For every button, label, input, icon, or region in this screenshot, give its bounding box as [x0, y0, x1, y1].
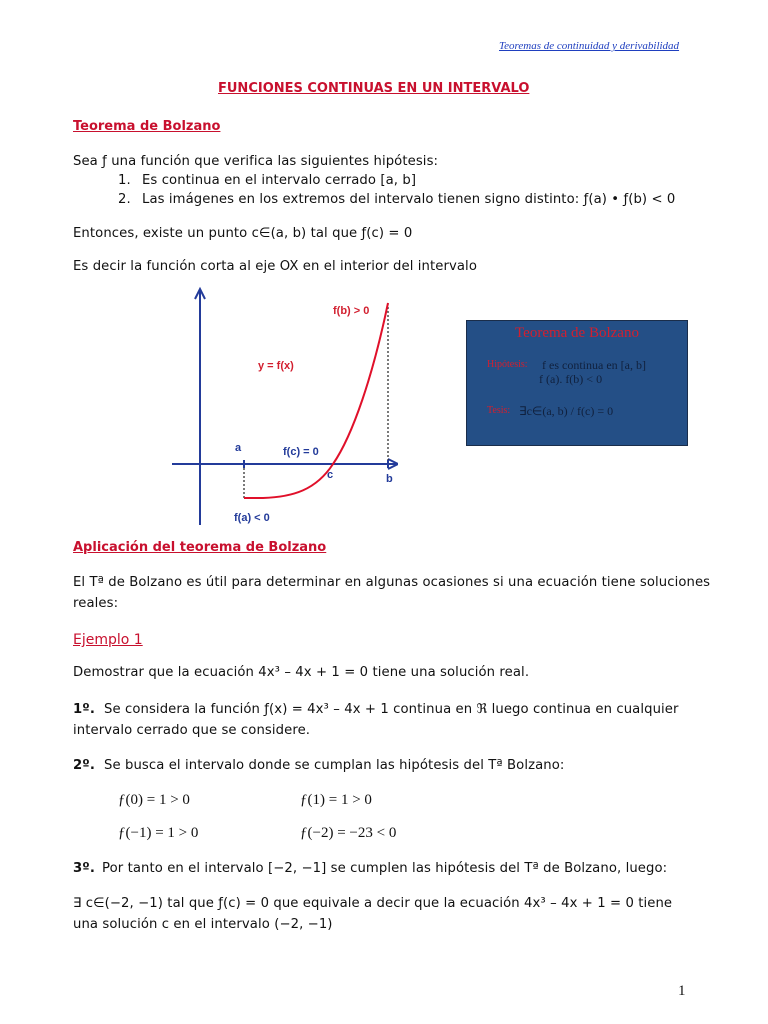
example-statement: Demostrar que la ecuación 4x³ – 4x + 1 = 0 tiene una solución real.: [73, 665, 530, 680]
label-curve: y = f(x): [258, 360, 294, 372]
step2-label: 2º.: [73, 758, 95, 773]
thesis-label: Tesis:: [487, 405, 511, 416]
value-f-minus2: ƒ(−2) = −23 < 0: [300, 825, 397, 841]
label-fb: f(b) > 0: [333, 305, 370, 317]
application-text-line-2: reales:: [73, 596, 119, 611]
bolzano-intro: Sea ƒ una función que verifica las siguientes hipótesis:: [73, 154, 439, 169]
summary-title: Teorema de Bolzano: [515, 325, 639, 341]
page-number: 1: [678, 983, 686, 999]
list-item-number: 2.: [118, 192, 131, 207]
hypothesis-text-1: f es continua en [a, b]: [542, 358, 646, 372]
page-title: FUNCIONES CONTINUAS EN UN INTERVALO: [218, 81, 530, 96]
application-heading: Aplicación del teorema de Bolzano: [73, 540, 327, 555]
example-heading: Ejemplo 1: [73, 632, 143, 648]
value-f0: ƒ(0) = 1 > 0: [118, 792, 190, 808]
running-header: Teoremas de continuidad y derivabilidad: [499, 40, 680, 52]
step3-label: 3º.: [73, 861, 95, 876]
value-f-minus1: ƒ(−1) = 1 > 0: [118, 825, 199, 841]
thesis-text: ∃c∈(a, b) / f(c) = 0: [519, 404, 614, 418]
label-b: b: [386, 473, 393, 485]
application-text-line-1: El Tª de Bolzano es útil para determinar en algunas ocasiones si una ecuación tiene soluciones: [73, 575, 711, 590]
hypothesis-label: Hipótesis:: [487, 359, 528, 370]
bolzano-heading: Teorema de Bolzano: [73, 119, 221, 134]
label-c: c: [327, 469, 334, 481]
value-f1: ƒ(1) = 1 > 0: [300, 792, 372, 808]
label-a: a: [235, 442, 242, 454]
step1-text-line-2: intervalo cerrado que se considere.: [73, 723, 311, 738]
bolzano-summary-box: [466, 320, 688, 446]
list-item-number: 1.: [118, 173, 131, 188]
step2-text: Se busca el intervalo donde se cumplan las hipótesis del Tª Bolzano:: [104, 758, 565, 773]
bolzano-meaning: Es decir la función corta al eje OX en el interior del intervalo: [73, 259, 477, 274]
step1-text-line-1: Se considera la función ƒ(x) = 4x³ – 4x + 1 continua en ℜ luego continua en cualquier: [104, 702, 679, 717]
label-fa: f(a) < 0: [234, 512, 270, 524]
final-text-line-2: una solución c en el intervalo (−2, −1): [73, 917, 333, 932]
bolzano-graph: [168, 285, 398, 530]
list-item: Es continua en el intervalo cerrado [a, b]: [142, 173, 417, 188]
step3-text: Por tanto en el intervalo [−2, −1] se cumplen las hipótesis del Tª de Bolzano, luego:: [102, 861, 668, 876]
step1-label: 1º.: [73, 702, 95, 717]
bolzano-conclusion: Entonces, existe un punto c∈(a, b) tal que ƒ(c) = 0: [73, 226, 413, 241]
label-fc: f(c) = 0: [283, 446, 319, 458]
list-item: Las imágenes en los extremos del intervalo tienen signo distinto: ƒ(a) • ƒ(b) < 0: [142, 192, 676, 207]
final-text-line-1: ∃ c∈(−2, −1) tal que ƒ(c) = 0 que equivale a decir que la ecuación 4x³ – 4x + 1 = 0 tiene: [73, 896, 673, 911]
hypothesis-text-2: f (a). f(b) < 0: [539, 372, 603, 386]
